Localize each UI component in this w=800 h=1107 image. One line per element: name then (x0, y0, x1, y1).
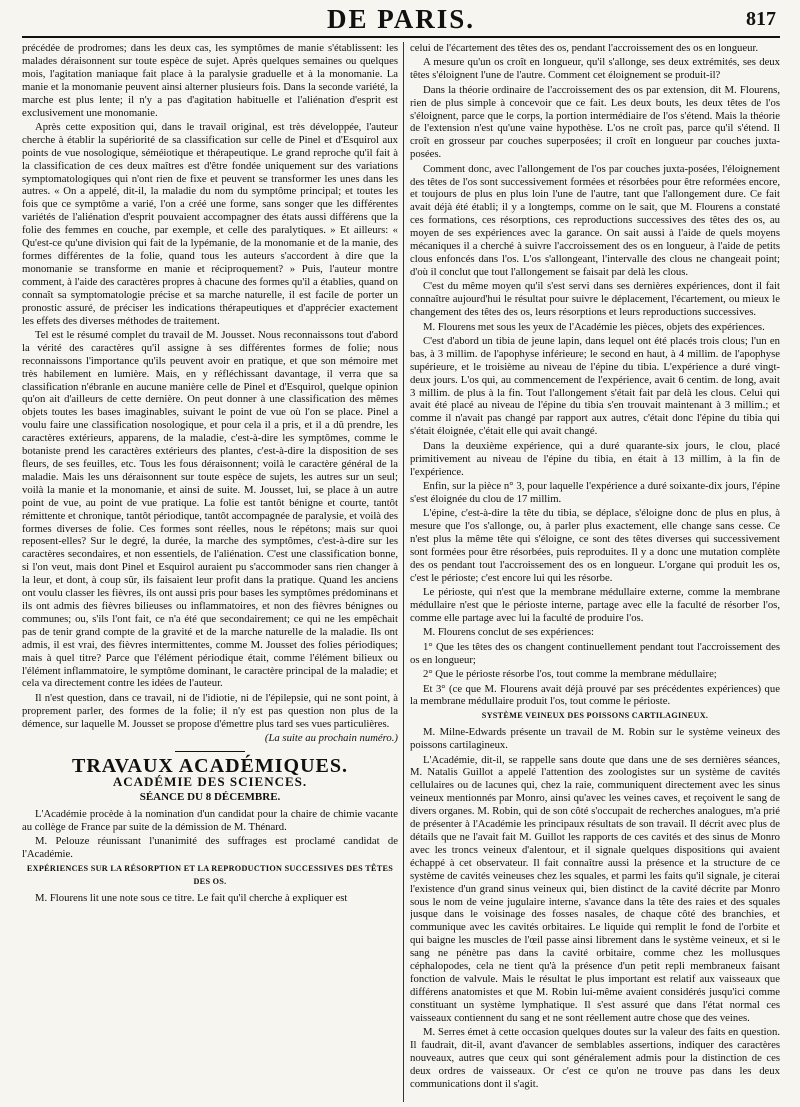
paragraph: Le périoste, qui n'est que la membrane médullaire externe, comme la membrane médullaire n'est que le périoste interne, partage avec elle la faculté de résorber l'os, comme elle partage avec lui la faculté de produire l'os. (410, 586, 780, 624)
paragraph: L'épine, c'est-à-dire la tête du tibia, se déplace, s'éloigne donc de plus en plus, à mesure que l'os s'allonge, ou, à parler plus exactement, elle change sans cesse. Ce n'est plus la même tête qui s'éloigne, ce sont des têtes diverses qui successivement sont formées pour être résorbées, puis reproduites. Il y a donc une mutation complète des os pendant tout l'accroissement des os en longueur. L'organe qui produit les os, c'est le périoste; c'est encore lui qui les résorbe. (410, 507, 780, 584)
paragraph: C'est d'abord un tibia de jeune lapin, dans lequel ont été placés trois clous; l'un en bas, à 3 millim. de l'apophyse inférieure; le second en haut, à 4 millim. de l'apophyse supérieure, et le troisième au niveau de l'épine du tibia. L'expérience a duré vingt-deux jours. L'os qui, au commencement de l'expérience, avait 6 centim. de long, avait 3 millim. de plus à la fin. Tout l'allongement s'était fait par delà les clous. Celui qui avait été placé au niveau de l'épine du tibia s'en trouvait maintenant à 3 millim.; et comme il n'avait pas changé par rapport aux autres, c'était donc l'épine du tibia qui s'était éloignée, c'était elle qui avait changé. (410, 334, 780, 438)
paragraph: M. Milne-Edwards présente un travail de M. Robin sur le système veineux des poissons cartilagineux. (410, 726, 780, 752)
paragraph: Tel est le résumé complet du travail de M. Jousset. Nous reconnaissons tout d'abord la vérité des caractères qu'il assigne à ses différentes formes de folie; nous reconnaissons l'importance qu'ils peuvent avoir en pratique, et que son mémoire met très habilement en lumière. Mais, en y réfléchissant davantage, il verra que sa classification n'ébranle en aucune manière celle de Pinel et d'Esquirol, quelque opinion qu'on ait d'ailleurs de cette dernière. On peut donner à une classification des mêmes objets toutes les bases imaginables, suivant le point de vue où l'on se place. Pinel a voulu faire une classification nosologique, et pour cela il a pris, et il a dû prendre, les caractères extérieurs, apparens, de la maladie, c'est-à-dire les symptômes, comme le botaniste prend les caractères extérieurs des plantes, c'est-à-dire la disposition de ses fleurs, de ses feuilles, etc. Tous les fous déraisonnent; voilà le caractère général de la maladie. Mais les uns déraisonnent sur toute espèce de sujets, les autres sur un seul; voilà la manie et la monomanie, et ainsi de suite. M. Jousset, lui, se place à un autre point de vue, au point de vue pratique. La folie est tantôt bénigne et courte, tantôt rémittente et chronique, tantôt périodique, tantôt accompagnée de paralysie, et voilà des formes diverses de folie. Ces formes sont réelles, nous le répétons; mais sur quoi reposent-elles? Sur le degré, la durée, la marche des symptômes, c'est-à-dire sur les caractères secondaires, et non essentiels, de l'aliénation. C'est une classification bonne, si l'on veut, mais dont Pinel et Esquirol auraient pu s'accommoder sans rien changer à la leur, et dont, à coup sûr, ils faisaient leur profit dans la pratique. Quand les anciens ont voulu classer les fièvres, ils ont aussi pris pour bases les symptômes prédominans et ils ont admis des fièvres bilieuses ou inflammatoires, et non des fièvres bénignes ou communes; ou, s'ils l'ont fait, ce n'a été que secondairement; ce qui ne les empêchait pas de tenir grand compte de la gravité et de la marche naturelle de la maladie. Ils ont admis, il est vrai, des fièvres intermittentes, comme M. Jousset des folies périodiques; mais à quel titre? Parce que l'élément périodique était, comme l'élément bilieux ou l'élément inflammatoire, le symptôme dominant, le caractère principal de la maladie; et cela va directement contre les idées de l'auteur. (22, 328, 398, 690)
paragraph: A mesure qu'un os croît en longueur, qu'il s'allonge, ses deux extrémités, ses deux têtes s'éloignent l'une de l'autre. Comment cet éloignement se produit-il? (410, 56, 780, 82)
column-divider (403, 42, 404, 1102)
section-subtitle: ACADÉMIE DES SCIENCES. (112, 773, 308, 789)
subsection-heading: SYSTÈME VEINEUX DES POISSONS CARTILAGINEUX. (481, 711, 709, 721)
paragraph: M. Flourens conclut de ses expériences: (423, 626, 594, 639)
page-number: 817 (746, 8, 776, 30)
section-divider (175, 751, 245, 752)
paragraph: M. Flourens lit une note sous ce titre. Le fait qu'il cherche à expliquer est (35, 891, 348, 904)
section-title: TRAVAUX ACADÉMIQUES. (72, 754, 348, 777)
paragraph: C'est du même moyen qu'il s'est servi dans ses dernières expériences, dont il fait connaître aujourd'hui le résultat pour suivre le déplacement, l'écartement, ou mieux le changement des têtes des os, leurs résorptions et leurs reproductions successives. (410, 280, 780, 319)
right-column (410, 42, 780, 1102)
running-title: DE PARIS. (326, 4, 476, 34)
paragraph: M. Serres émet à cette occasion quelques doutes sur la valeur des faits en question. Il faudrait, dit-il, avant d'avancer de semblables assertions, indiquer des caractères nouveaux, autres que ceux qui sont généralement admis pour la distinction de ces deux ordres de vaisseaux. Or c'est ce qu'on ne trouve pas dans les deux communications dont il s'agit. (410, 1026, 780, 1090)
section-date: SÉANCE DU 8 DÉCEMBRE. (139, 790, 281, 803)
paragraph: Il n'est question, dans ce travail, ni de l'idiotie, ni de l'épilepsie, qui ne sont point, à proprement parler, des formes de la folie; il n'y est pas question non plus de la démence, sur laquelle M. Jousset se propose d'émettre plus tard ses vues particulières. (22, 691, 398, 730)
paragraph: Et 3° (ce que M. Flourens avait déjà prouvé par ses précédentes expériences) que la membrane médullaire produit l'os, tout comme le périoste. (410, 682, 780, 708)
paragraph: Dans la deuxième expérience, qui a duré quarante-six jours, le clou, placé primitivement au niveau de l'épine du tibia, en était à 13 millim, à la fin de l'expérience. (410, 439, 780, 478)
paragraph: Enfin, sur la pièce n° 3, pour laquelle l'expérience a duré soixante-dix jours, l'épine s'est éloignée du clou de 17 millim. (410, 479, 780, 505)
paragraph: M. Pelouze réunissant l'unanimité des suffrages est proclamé candidat de l'Académie. (22, 834, 398, 860)
continued-note: (La suite au prochain numéro.) (264, 732, 398, 745)
subsection-heading: EXPÉRIENCES SUR LA RÉSORPTION ET LA REPRODUCTION SUCCESSIVES DES TÊTES DES OS. (26, 863, 394, 886)
paragraph: celui de l'écartement des têtes des os, pendant l'accroissement des os en longueur. (410, 42, 759, 54)
paragraph: M. Flourens met sous les yeux de l'Académie les pièces, objets des expériences. (423, 320, 765, 333)
paragraph: Après cette exposition qui, dans le travail original, est très développée, l'auteur cherche à établir la supériorité de sa classification sur celle de Pinel et d'Esquirol aux points de vue nosologique, séméiotique et thérapeutique. Le grand reproche qu'il fait à la classification de ces deux maîtres est d'être fondée uniquement sur des variations symptomatologiques qui n'ont rien de fixe et peuvent se transformer les unes dans les autres. « On a appelé, dit-il, la maladie du nom du symptôme principal; et toutes les fois que ce symptôme a varié, l'on a créé une forme, sans songer que les différentes variétés de l'aliénation d'esprit pouvaient accompagner des états aussi différens que la folie des femmes en couche, par exemple, et celle des paralytiques. » Et ailleurs: « Qu'est-ce qu'une division qui fait de la lypémanie, de la monomanie et de la manie, des formes différentes de la folie, quand tous les auteurs s'accordent à dire que la monomanie se transforme en manie et réciproquement? » Puis, l'auteur montre comment, à l'aide des caractères propres à chacune des formes qu'il a établies, quand on connaît sa symptomatologie précise et sa marche naturelle, il est facile de porter un pronostic assuré, de préciser les indications thérapeutiques et d'apprécier exactement les effets des diverses méthodes de traitement. (22, 120, 398, 327)
page-header (22, 2, 780, 38)
paragraph: 1° Que les têtes des os changent continuellement pendant tout l'accroissement des os en longueur; (410, 640, 780, 666)
left-column (22, 42, 398, 1102)
paragraph: 2° Que le périoste résorbe l'os, tout comme la membrane médullaire; (423, 668, 717, 681)
paragraph: L'Académie procède à la nomination d'un candidat pour la chaire de chimie vacante au collège de France par suite de la démission de M. Thénard. (22, 807, 398, 833)
paragraph: Comment donc, avec l'allongement de l'os par couches juxta-posées, l'éloignement des têtes de l'os sont successivement formées et résorbées pour être reformées encore, et toujours de plus en plus loin l'une de l'autre, tant que l'allongement dure. Ce fait avait déjà été établi; il y a longtemps, comme on le sait, que M. Flourens a constaté ces formations, ces résorptions, ces reproductions successives des têtes des os, au moyen de ses expériences avec la garance. On sait aussi à l'aide de quels moyens mécaniques il a cherché à suivre l'accroissement des os en longueur, à l'aide de petits clous enfoncés dans l'os. L'os s'allongeant, l'intervalle des clous ne changeait point; d'où il conclut que tout l'allongement se faisait par delà les clous. (410, 162, 780, 278)
paragraph: précédée de prodromes; dans les deux cas, les symptômes de manie s'établissent: les malades déraisonnent sur toute espèce de sujet. Après quelques semaines ou quelques mois, l'agitation maniaque fait place à la paralysie graduelle et à la monomanie. La manie et la monomanie peuvent ainsi alterner plusieurs fois. Dans la seconde variété, la marche est plus lente; il n'y a pas d'agitation habituelle et l'aliénation d'esprit est exclusivement une monomanie. (22, 42, 398, 119)
paragraph: Dans la théorie ordinaire de l'accroissement des os par extension, dit M. Flourens, rien de plus simple à concevoir que ce fait. Les deux bouts, les deux têtes de l'os s'éloignent, parce que le corps, la portion intermédiaire de l'os s'étend. Mais la théorie de l'extension n'est qu'une vaine hypothèse. L'os ne croît pas, parce qu'il s'étend. Il croît en grosseur par couches superposées; il croît en longueur par couches juxta-posées. (410, 83, 780, 161)
paragraph: L'Académie, dit-il, se rappelle sans doute que dans une de ses dernières séances, M. Natalis Guillot a appelé l'attention des zoologistes sur un système de cavités cellulaires ou de lacunes qui, chez la raie, communiquent directement avec les sinus veineux mentionnés par Monro, ainsi qu'avec les veines caves, et reçoivent le sang de divers organes. M. Robin, qui de son côté s'occupait de recherches analogues, m'a prié de présenter à l'Académie les principaux résultats de son travail. Il décrit avec plus de détails que ne l'avait fait M. Guillot les rapports de ces cavités et des sinus de Monro avec les troncs veineux d'alentour, et il signale quelques dispositions qui avaient échappé à cet observateur. Il fait connaître aussi la présence et la structure de ce système de cavités veineuses chez les squales, et parmi les faits qu'il signale, je citerai l'existence d'un grand sinus veineux qui, bien distinct de la cavité décrite par Monro sous le nom de veine jugulaire interne, s'avance dans la tête des raies et des squales jusque dans le voisinage des fosses nasales, de chaque côté des branchies, et communique avec les cavités orbitaires. Le liquide qui remplit le fond de l'orbite et qui baigne les muscles de l'œil passe ainsi librement dans le système veineux, et si le sang ne pénètre pas dans la cavité orbitaire, comme chez les mollusques céphalopodes, cela ne tient qu'à la présence d'un petit repli membraneux faisant fonction de valvule. Mais le résultat le plus important est relatif aux vaisseaux que différens anatomistes et que M. Robin lui-même avaient considérés jusqu'ici comme constituant un système lymphatique. Il s'est assuré que dans l'état normal ces vaisseaux contiennent du sang et ne sont réellement autre chose que des veines. (410, 753, 780, 1024)
